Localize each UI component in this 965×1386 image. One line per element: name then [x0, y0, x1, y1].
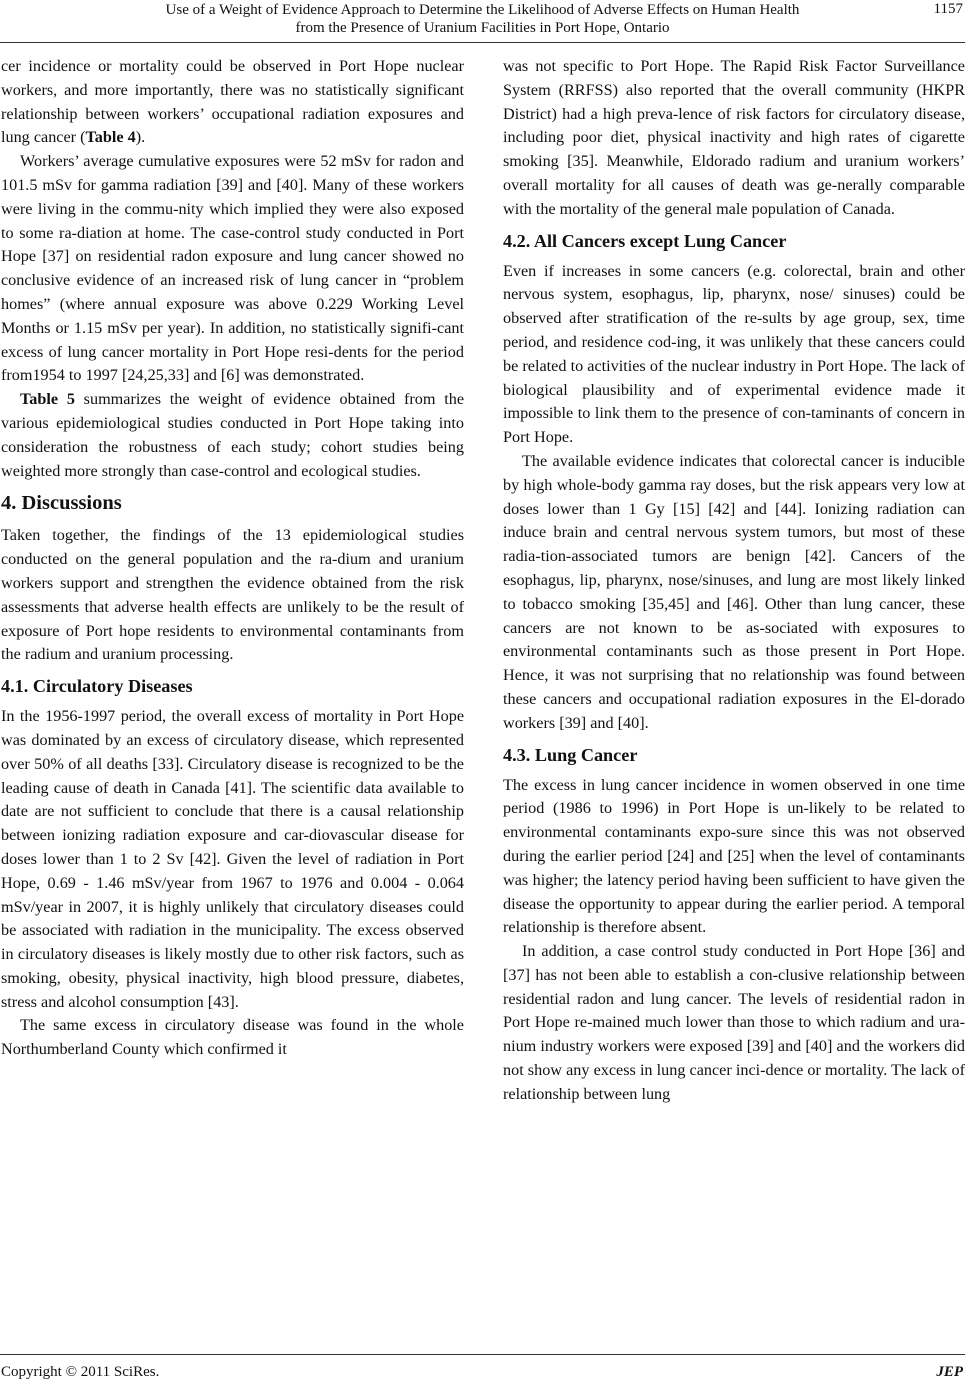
page-footer	[0, 1354, 965, 1384]
journal-abbreviation: JEP	[936, 1364, 963, 1380]
running-header	[0, 0, 965, 44]
section-heading-lung-cancer: 4.3. Lung Cancer	[503, 744, 638, 765]
paragraph-lung-cancer-workers	[1, 55, 464, 150]
table-4-link[interactable]: Table 4	[85, 128, 136, 147]
paragraph-lung-cancer-women: The excess in lung cancer incidence in women observed in one time period (1986 to 1996) in Port Hope is un-likely to be related to environmental contaminants expo-sure since this was not observed during the earlier period [24] and [25] when the level of contaminants was higher; the latency period having been sufficient to have given the disease the opportunity to appear during the earlier period. A temporal relationship is therefore absent.	[503, 775, 965, 937]
paragraph-cumulative-exposures: Workers’ average cumulative exposures were 52 mSv for radon and 101.5 mSv for gamma radiation [39] and [40]. Many of these workers were living in the commu-nity which implied they were also exposed to some ra-diation at home. The case-control study conducted in Port Hope [37] on residential radon exposure and lung cancer showed no conclusive evidence of an increased risk of lung cancer in “problem homes” (where annual exposure was above 0.229 Working Level Months or 1.15 mSv per year). In addition, no statistically signifi-cant excess of lung cancer mortality in Port Hope resi-dents for the period from1954 to 1997 [24,25,33] and [6] was demonstrated.	[1, 152, 464, 385]
paragraph-text: cer incidence or mortality could be observed in Port Hope nuclear workers, and more importantly, there was no statistically significant relationship between workers’ occupational radiation exposures and lung cancer (	[1, 57, 464, 147]
right-column	[503, 55, 965, 1107]
section-heading-discussions: 4. Discussions	[1, 492, 122, 515]
header-title-line1: Use of a Weight of Evidence Approach to Determine the Likelihood of Adverse Effects on Human Health	[165, 2, 800, 18]
page-number: 1157	[933, 1, 963, 17]
section-heading-circulatory: 4.1. Circulatory Diseases	[1, 676, 193, 697]
paragraph-rrfss: was not specific to Port Hope. The Rapid Risk Factor Surveillance System (RRFSS) also reported that the overall community (HKPR District) had a high preva-lence of risk factors for circulatory disease, including poor diet, physical inactivity and high rates of cigarette smoking [35]. Meanwhile, Eldorado radium and uranium workers’ overall mortality for all causes of death was ge-nerally comparable with the mortality of the general male population of Canada.	[503, 57, 965, 218]
table-5-link[interactable]: Table 5	[20, 390, 75, 409]
paragraph-discussions: Taken together, the findings of the 13 epidemiological studies conducted on the general population and the ra-dium and uranium workers support and strengthen the evidence obtained from the risk assessments that adverse health effects are unlikely to be the result of exposure of Port hope residents to environmental contaminants from the radium and uranium processing.	[1, 526, 464, 664]
paragraph-colorectal-evidence: The available evidence indicates that colorectal cancer is inducible by high whole-body gamma ray doses, but the risk appears very low at doses lower than 1 Gy [15] [42] and [44]. Ionizing radiation can induce brain and central nervous system tumors, but most of these radia-tion-associated tumors are benign [42]. Cancers of the esophagus, lip, pharynx, nose/sinuses, and lung are most likely linked to tobacco smoking [35,45] and [46]. Other than lung cancer, these cancers are not known to be as-sociated with exposures to environmental contaminants such as those present in Port Hope. Hence, it was not surprising that no relationship was found between these cancers and occupational radiation exposures in the El-dorado workers [39] and [40].	[503, 451, 965, 732]
left-column	[1, 55, 464, 1062]
copyright-notice: Copyright © 2011 SciRes.	[1, 1364, 160, 1380]
paragraph-circulatory-mortality: In the 1956-1997 period, the overall excess of mortality in Port Hope was dominated by an excess of circulatory disease, which represented over 50% of all deaths [33]. Circulatory disease is recognized to be the leading cause of death in Canada [41]. The scientific data available to date are not sufficient to conclude that there is a causal relationship between ionizing radiation exposure and car-diovascular disease for doses lower than 1 to 2 Sv [42]. Given the level of radiation in Port Hope, 0.69 - 1.46 mSv/year from 1967 to 1976 and 0.004 - 0.064 mSv/year in 2007, it is highly unlikely that circulatory diseases could be associated with radiation in the municipality. The excess observed in circulatory diseases is likely mostly due to other risk factors, such as smoking, obesity, physical inactivity, high blood pressure, diabetes, stress and alcohol consumption [43].	[1, 707, 464, 1011]
paragraph-cancer-stratification: Even if increases in some cancers (e.g. colorectal, brain and other nervous system, esophagus, lip, pharynx, nose/ sinuses) could be observed after stratification of the re-sults by age group, sex, time period, and residence cod-ing, it was unlikely that these cancers could be related to activities of the nuclear industry in Port Hope. The lack of biological plausibility and of experimental evidence made it impossible to link them to the presence of con-taminants of concern in Port Hope.	[503, 261, 965, 447]
paragraph-northumberland: The same excess in circulatory disease was found in the whole Northumberland County which confirmed it	[1, 1016, 464, 1059]
paragraph-text: summarizes the weight of evidence obtained from the various epidemiological studies conducted in Port Hope taking into consideration the robustness of each study; cohort studies being weighted more strongly than case-control and ecological studies.	[1, 390, 465, 480]
paragraph-text: ).	[135, 128, 146, 147]
footer-rule	[0, 1354, 965, 1355]
paragraph-case-control-radon: In addition, a case control study conducted in Port Hope [36] and [37] has not been able to establish a con-clusive relationship between residential radon and lung cancer. The levels of residential radon in Port Hope re-mained much lower than those to which radium and ura-nium industry workers were exposed [39] and [40] and the workers did not show any excess in lung cancer inci-dence or mortality. The lack of relationship between lung	[503, 942, 965, 1103]
paragraph-table5-summary	[1, 388, 464, 483]
header-rule	[0, 42, 965, 43]
header-title-line2: from the Presence of Uranium Facilities in Port Hope, Ontario	[295, 20, 670, 36]
section-heading-all-cancers: 4.2. All Cancers except Lung Cancer	[503, 230, 787, 251]
